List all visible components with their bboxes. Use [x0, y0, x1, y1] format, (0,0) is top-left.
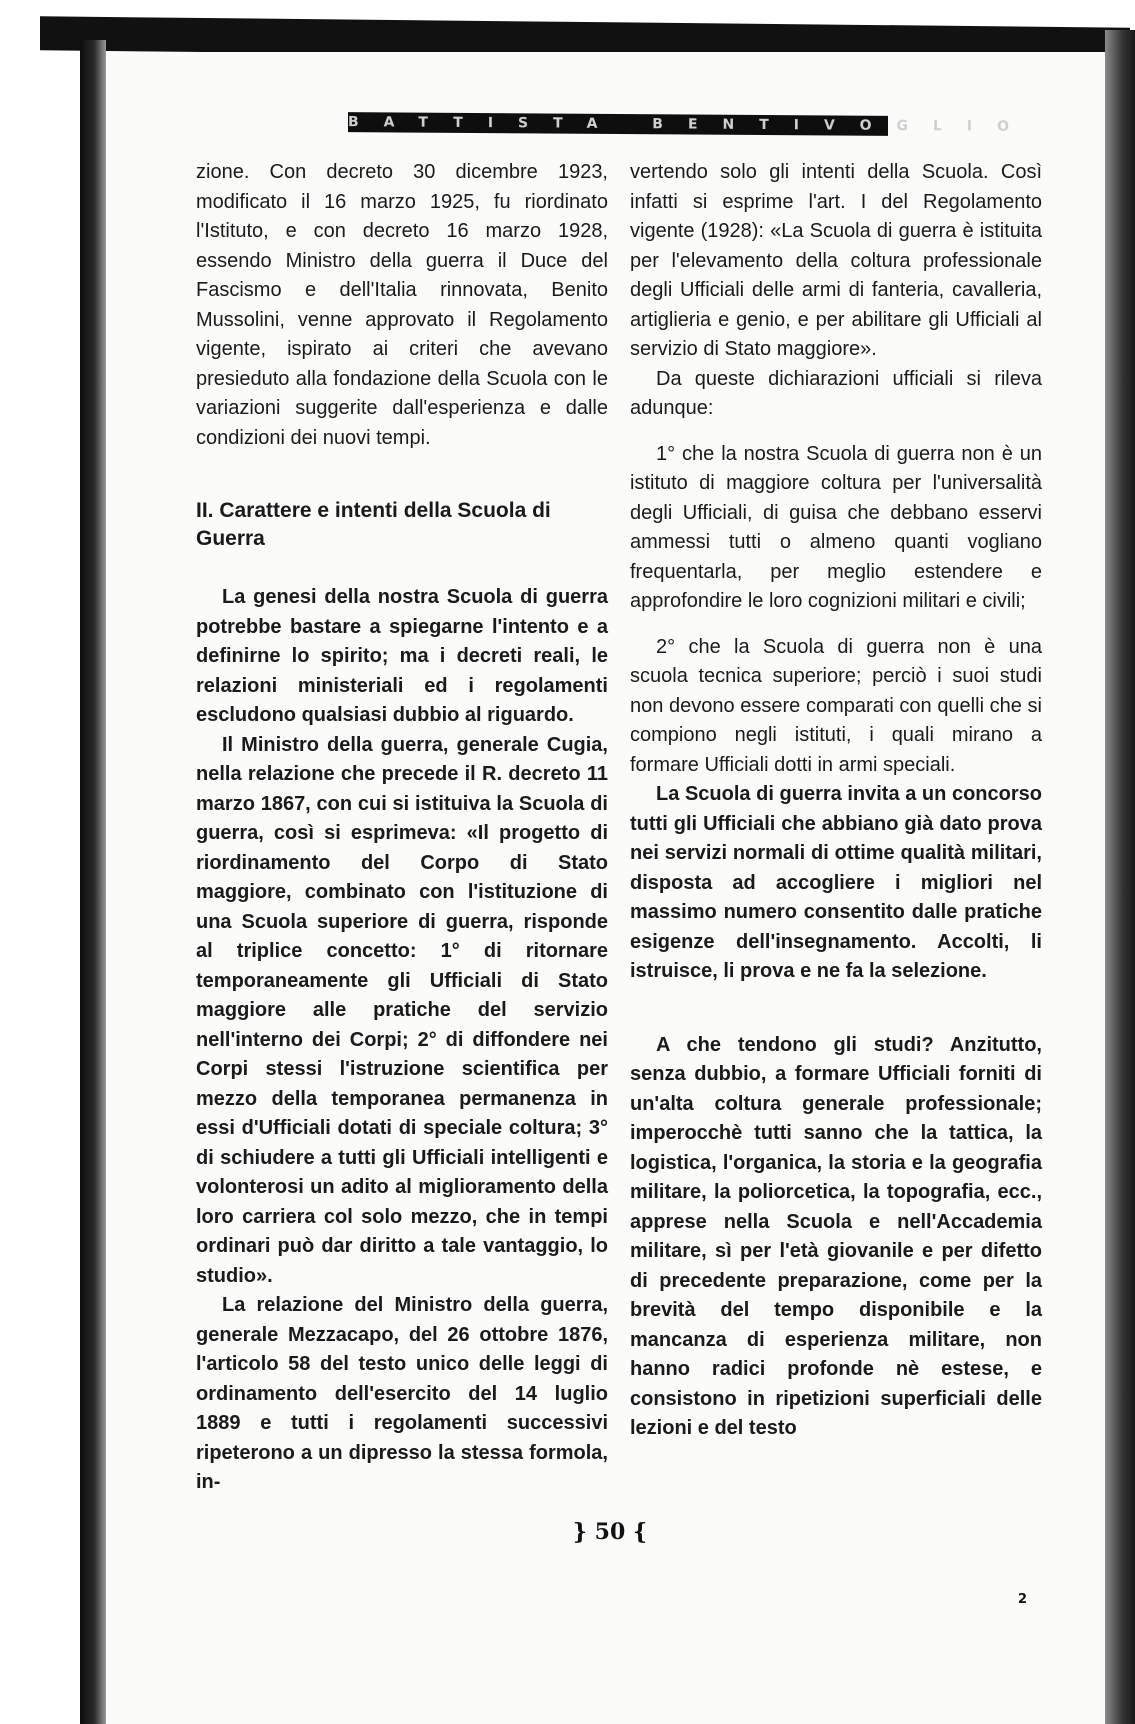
left-column — [196, 158, 608, 1498]
scan-border-right — [1105, 30, 1135, 1724]
body-paragraph: La genesi della nostra Scuola di guerra potrebbe bastare a spiegarne l'intento e a definirne lo spirito; ma i decreti reali, le relazioni ministeriali ed i regolamenti escludono qualsiasi dubbio al riguardo. — [196, 586, 608, 726]
right-column — [630, 158, 1042, 1444]
body-paragraph: vertendo solo gli intenti della Scuola. Così infatti si esprime l'art. I del Regolamento vigente (1928): «La Scuola di guerra è istituita per l'elevamento della coltura professionale degli Ufficiali delle armi di fanteria, cavalleria, artiglieria e genio, e per abilitare gli Ufficiali al servizio di Stato maggiore». — [630, 161, 1042, 360]
running-head: BATTISTA BENTIVOGLIO — [348, 114, 1035, 135]
body-paragraph: Da queste dichiarazioni ufficiali si rileva adunque: — [630, 367, 1042, 419]
body-paragraph: 1° che la nostra Scuola di guerra non è un istituto di maggiore coltura per l'universalità degli Ufficiali, di guisa che debbano esservi ammessi tutti o almeno quanti vogliano frequentarla, per meglio estendere e approfondire le loro cognizioni militari e civili; — [630, 442, 1042, 612]
body-paragraph: Il Ministro della guerra, generale Cugia, nella relazione che precede il R. decreto 11 marzo 1867, con cui si istituiva la Scuola di guerra, così si esprimeva: «Il progetto di riordinamento del Corpo di Stato maggiore, combinato con l'istituzione di una Scuola superiore di guerra, risponde al triplice concetto: 1° di ritornare temporaneamente gli Ufficiali di Stato maggiore alle pratiche del servizio nell'interno dei Corpi; 2° di diffondere nei Corpi stessi l'istruzione scientifica per mezzo della temporanea permanenza in essi d'Ufficiali dotati di speciale coltura; 3° di schiudere a tutti gli Ufficiali intelligenti e volonterosi un adito al miglioramento della loro carriera col solo mezzo, che in tempi ordinari può dar diritto a tale vantaggio, lo studio». — [196, 733, 608, 1287]
page-number: } 50 { — [572, 1519, 648, 1545]
section-heading: II. Carattere e intenti della Scuola di Guerra — [196, 499, 551, 550]
intro-paragraph: zione. Con decreto 30 dicembre 1923, modificato il 16 marzo 1925, fu riordinato l'Istituto, e con decreto 16 marzo 1928, essendo Ministro della guerra il Duce del Fascismo e dell'Italia rinnovata, Benito Mussolini, venne approvato il Regolamento vigente, ispirato ai criteri che avevano presieduto alla fondazione della Scuola con le variazioni suggerite dall'esperienza e dalle condizioni dei nuovi tempi. — [196, 161, 608, 449]
body-paragraph: La relazione del Ministro della guerra, generale Mezzacapo, del 26 ottobre 1876, l'articolo 58 del testo unico delle leggi di ordinamento dell'esercito del 14 luglio 1889 e tutti i regolamenti successivi ripeterono a un dipresso la stessa formola, in- — [196, 1294, 608, 1493]
body-paragraph: A che tendono gli studi? Anzitutto, senza dubbio, a formare Ufficiali forniti di un'alta coltura generale professionale; imperocchè tutti sanno che la tattica, la logistica, l'organica, la storia e la geografia militare, la poliorcetica, la topografia, ecc., apprese nella Scuola e nell'Accademia militare, sì per l'età giovanile e per difetto di precedente preparazione, come per la brevità del tempo disponibile e la mancanza di esperienza militare, non hanno radici profonde nè estese, e consistono in ripetizioni superficiali delle lezioni e del testo — [630, 1033, 1042, 1439]
body-paragraph: La Scuola di guerra invita a un concorso tutti gli Ufficiali che abbiano già dato prova nei servizi normali di ottime qualità militari, disposta ad accogliere i migliori nel massimo numero consentito dalle pratiche esigenze dell'insegnamento. Accolti, li istruisce, li prova e ne fa la selezione. — [630, 783, 1042, 982]
scan-border-left — [80, 40, 106, 1724]
sheet-number: 2 — [1018, 1592, 1028, 1607]
body-paragraph: 2° che la Scuola di guerra non è una scuola tecnica superiore; perciò i suoi studi non devono essere comparati con quelli che si compiono negli istituti, i quali mirano a formare Ufficiali dotti in armi speciali. — [630, 635, 1042, 776]
